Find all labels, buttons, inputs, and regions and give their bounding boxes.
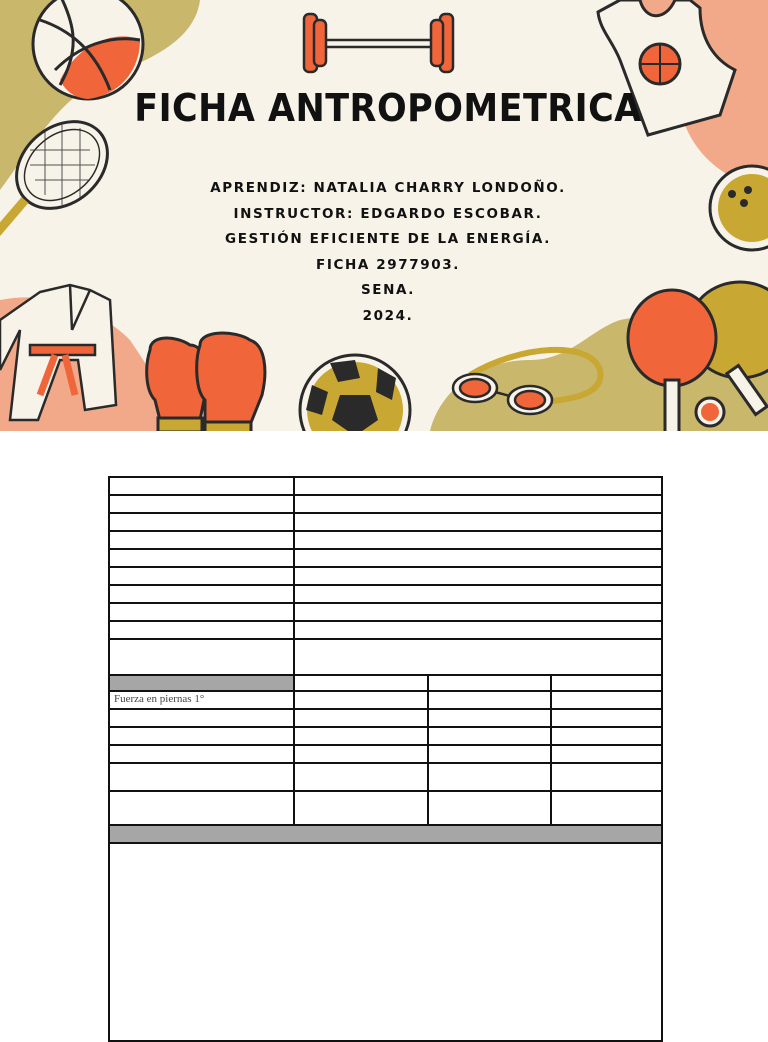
test-label-cell bbox=[108, 708, 295, 728]
test-value-cell[interactable] bbox=[550, 744, 663, 764]
soccer-ball-icon bbox=[300, 355, 410, 431]
form-label-cell bbox=[108, 638, 295, 676]
test-value-cell[interactable] bbox=[293, 690, 429, 710]
test-value-cell[interactable] bbox=[427, 690, 552, 710]
fuerza-piernas-label: Fuerza en piernas 1° bbox=[114, 693, 205, 705]
info-line-institution: SENA. bbox=[360, 282, 416, 298]
form-value-cell[interactable] bbox=[293, 530, 663, 550]
test-value-cell[interactable] bbox=[550, 726, 663, 746]
form-label-cell bbox=[108, 566, 295, 586]
form-value-cell[interactable] bbox=[293, 602, 663, 622]
form-value-cell[interactable] bbox=[293, 476, 663, 496]
form-value-cell[interactable] bbox=[293, 638, 663, 676]
document-title: FICHA ANTROPOMETRICA bbox=[134, 86, 642, 130]
form-label-cell bbox=[108, 620, 295, 640]
test-value-cell[interactable] bbox=[293, 726, 429, 746]
form-value-cell[interactable] bbox=[293, 494, 663, 514]
test-value-cell[interactable] bbox=[293, 708, 429, 728]
test-label-cell bbox=[108, 744, 295, 764]
test-label-cell bbox=[108, 690, 295, 710]
test-value-cell[interactable] bbox=[427, 744, 552, 764]
test-label-cell bbox=[108, 762, 295, 792]
test-value-cell[interactable] bbox=[293, 762, 429, 792]
form-label-cell bbox=[108, 548, 295, 568]
form-value-cell[interactable] bbox=[293, 566, 663, 586]
test-value-cell[interactable] bbox=[550, 690, 663, 710]
info-line-year: 2024. bbox=[362, 307, 414, 324]
form-value-cell[interactable] bbox=[293, 620, 663, 640]
test-value-cell[interactable] bbox=[427, 726, 552, 746]
test-value-cell[interactable] bbox=[427, 790, 552, 826]
volleyball-icon bbox=[33, 0, 143, 99]
barbell-icon bbox=[304, 14, 453, 72]
form-label-cell bbox=[108, 530, 295, 550]
test-value-cell[interactable] bbox=[427, 762, 552, 792]
info-line-aprendiz: APRENDIZ: NATALIA CHARRY LONDOÑO. bbox=[210, 180, 566, 196]
boxing-gloves-icon bbox=[147, 333, 265, 431]
author-info bbox=[0, 176, 768, 329]
observations-box[interactable] bbox=[108, 842, 663, 1042]
form-value-cell[interactable] bbox=[293, 512, 663, 532]
test-value-cell[interactable] bbox=[550, 762, 663, 792]
test-value-cell[interactable] bbox=[427, 708, 552, 728]
form-value-cell[interactable] bbox=[293, 584, 663, 604]
info-line-program: GESTIÓN EFICIENTE DE LA ENERGÍA. bbox=[225, 231, 551, 247]
test-label-cell bbox=[108, 726, 295, 746]
test-label-cell bbox=[108, 790, 295, 826]
cover-banner bbox=[0, 0, 768, 431]
form-value-cell[interactable] bbox=[293, 548, 663, 568]
test-value-cell[interactable] bbox=[293, 744, 429, 764]
info-line-ficha: FICHA 2977903. bbox=[316, 256, 460, 273]
form-label-cell bbox=[108, 602, 295, 622]
test-value-cell[interactable] bbox=[293, 790, 429, 826]
test-value-cell[interactable] bbox=[550, 708, 663, 728]
anthropometric-form-table bbox=[108, 476, 663, 1036]
section-header-gray-full bbox=[108, 824, 663, 844]
form-label-cell bbox=[108, 494, 295, 514]
form-label-cell bbox=[108, 476, 295, 496]
form-label-cell bbox=[108, 512, 295, 532]
form-label-cell bbox=[108, 584, 295, 604]
info-line-instructor: INSTRUCTOR: EDGARDO ESCOBAR. bbox=[233, 205, 543, 222]
test-value-cell[interactable] bbox=[550, 790, 663, 826]
